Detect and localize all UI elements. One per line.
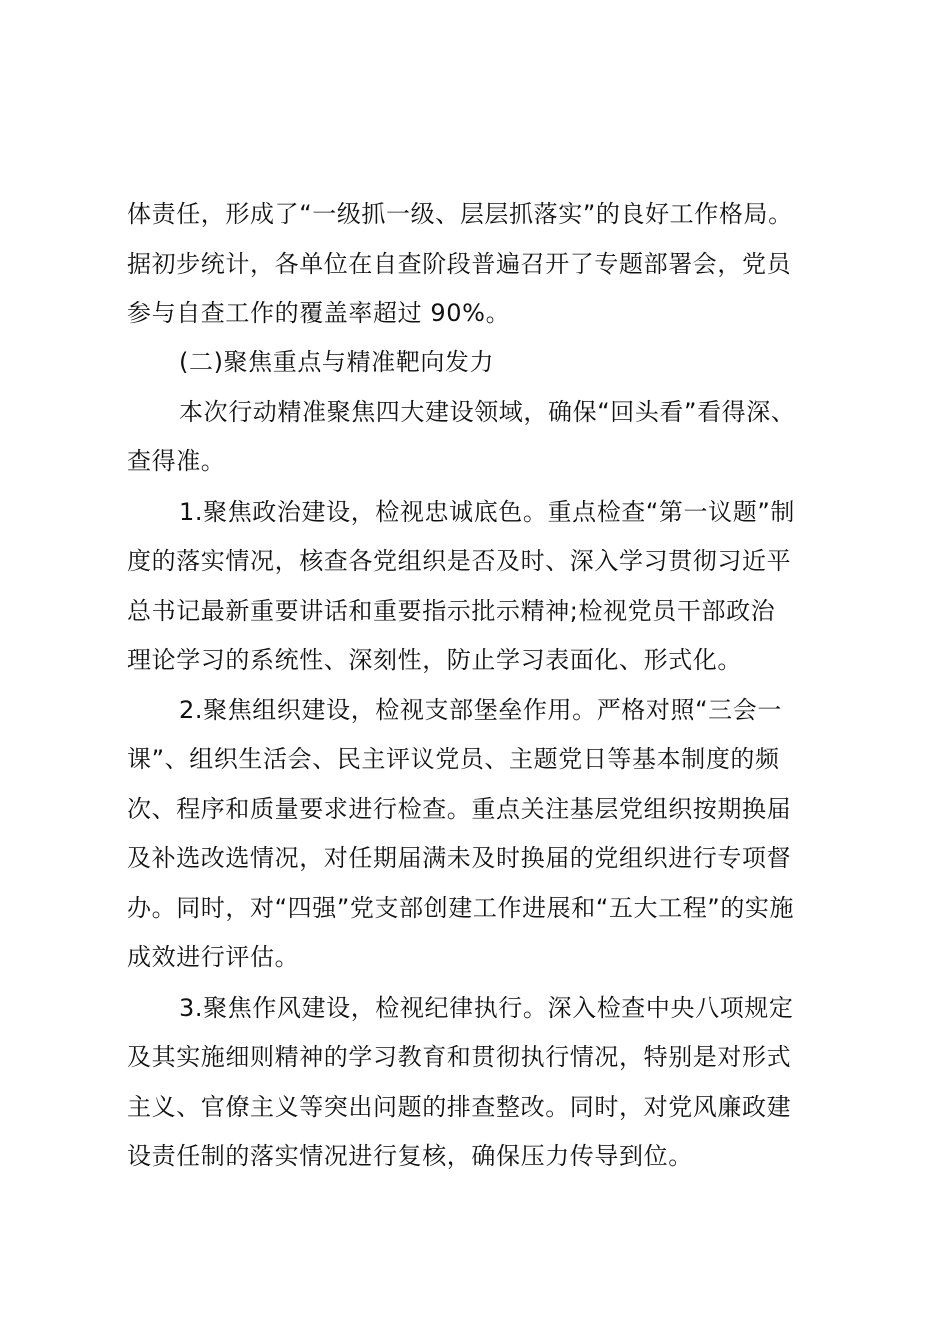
text-line: 据初步统计，各单位在自查阶段普遍召开了专题部署会，党员: [127, 250, 792, 278]
text-line: 设责任制的落实情况进行复核，确保压力传导到位。: [127, 1142, 693, 1170]
text-line: 及补选改选情况，对任期届满未及时换届的党组织进行专项督: [127, 844, 792, 872]
text-line: 及其实施细则精神的学习教育和贯彻执行情况，特别是对形式: [127, 1043, 792, 1071]
text-line: 主义、官僚主义等突出问题的排查整改。同时，对党风廉政建: [127, 1093, 792, 1121]
text-line: 成效进行评估。: [127, 943, 300, 971]
text-line: 1.聚焦政治建设，检视忠诚底色。重点检查“第一议题”制: [179, 498, 795, 526]
text-line: 次、程序和质量要求进行检查。重点关注基层党组织按期换届: [127, 795, 792, 823]
text-line: 查得准。: [127, 447, 226, 475]
text-line: 体责任，形成了“一级抓一级、层层抓落实”的良好工作格局。: [127, 200, 793, 228]
section-heading: (二)聚焦重点与精准靶向发力: [179, 348, 495, 376]
text-line: 本次行动精准聚焦四大建设领域，确保“回头看”看得深、: [179, 398, 796, 426]
text-line: 办。同时，对“四强”党支部创建工作进展和“五大工程”的实施: [127, 894, 795, 922]
text-line: 2.聚焦组织建设，检视支部堡垒作用。严格对照“三会一: [179, 696, 782, 724]
text-line: 课”、组织生活会、民主评议党员、主题党日等基本制度的频: [127, 745, 780, 773]
text-line: 总书记最新重要讲话和重要指示批示精神;检视党员干部政治: [127, 597, 776, 625]
text-line: 参与自查工作的覆盖率超过 90%。: [127, 299, 511, 327]
text-line: 理论学习的系统性、深刻性，防止学习表面化、形式化。: [127, 646, 742, 674]
text-line: 3.聚焦作风建设，检视纪律执行。深入检查中央八项规定: [179, 994, 794, 1022]
text-line: 度的落实情况，核查各党组织是否及时、深入学习贯彻习近平: [127, 547, 792, 575]
